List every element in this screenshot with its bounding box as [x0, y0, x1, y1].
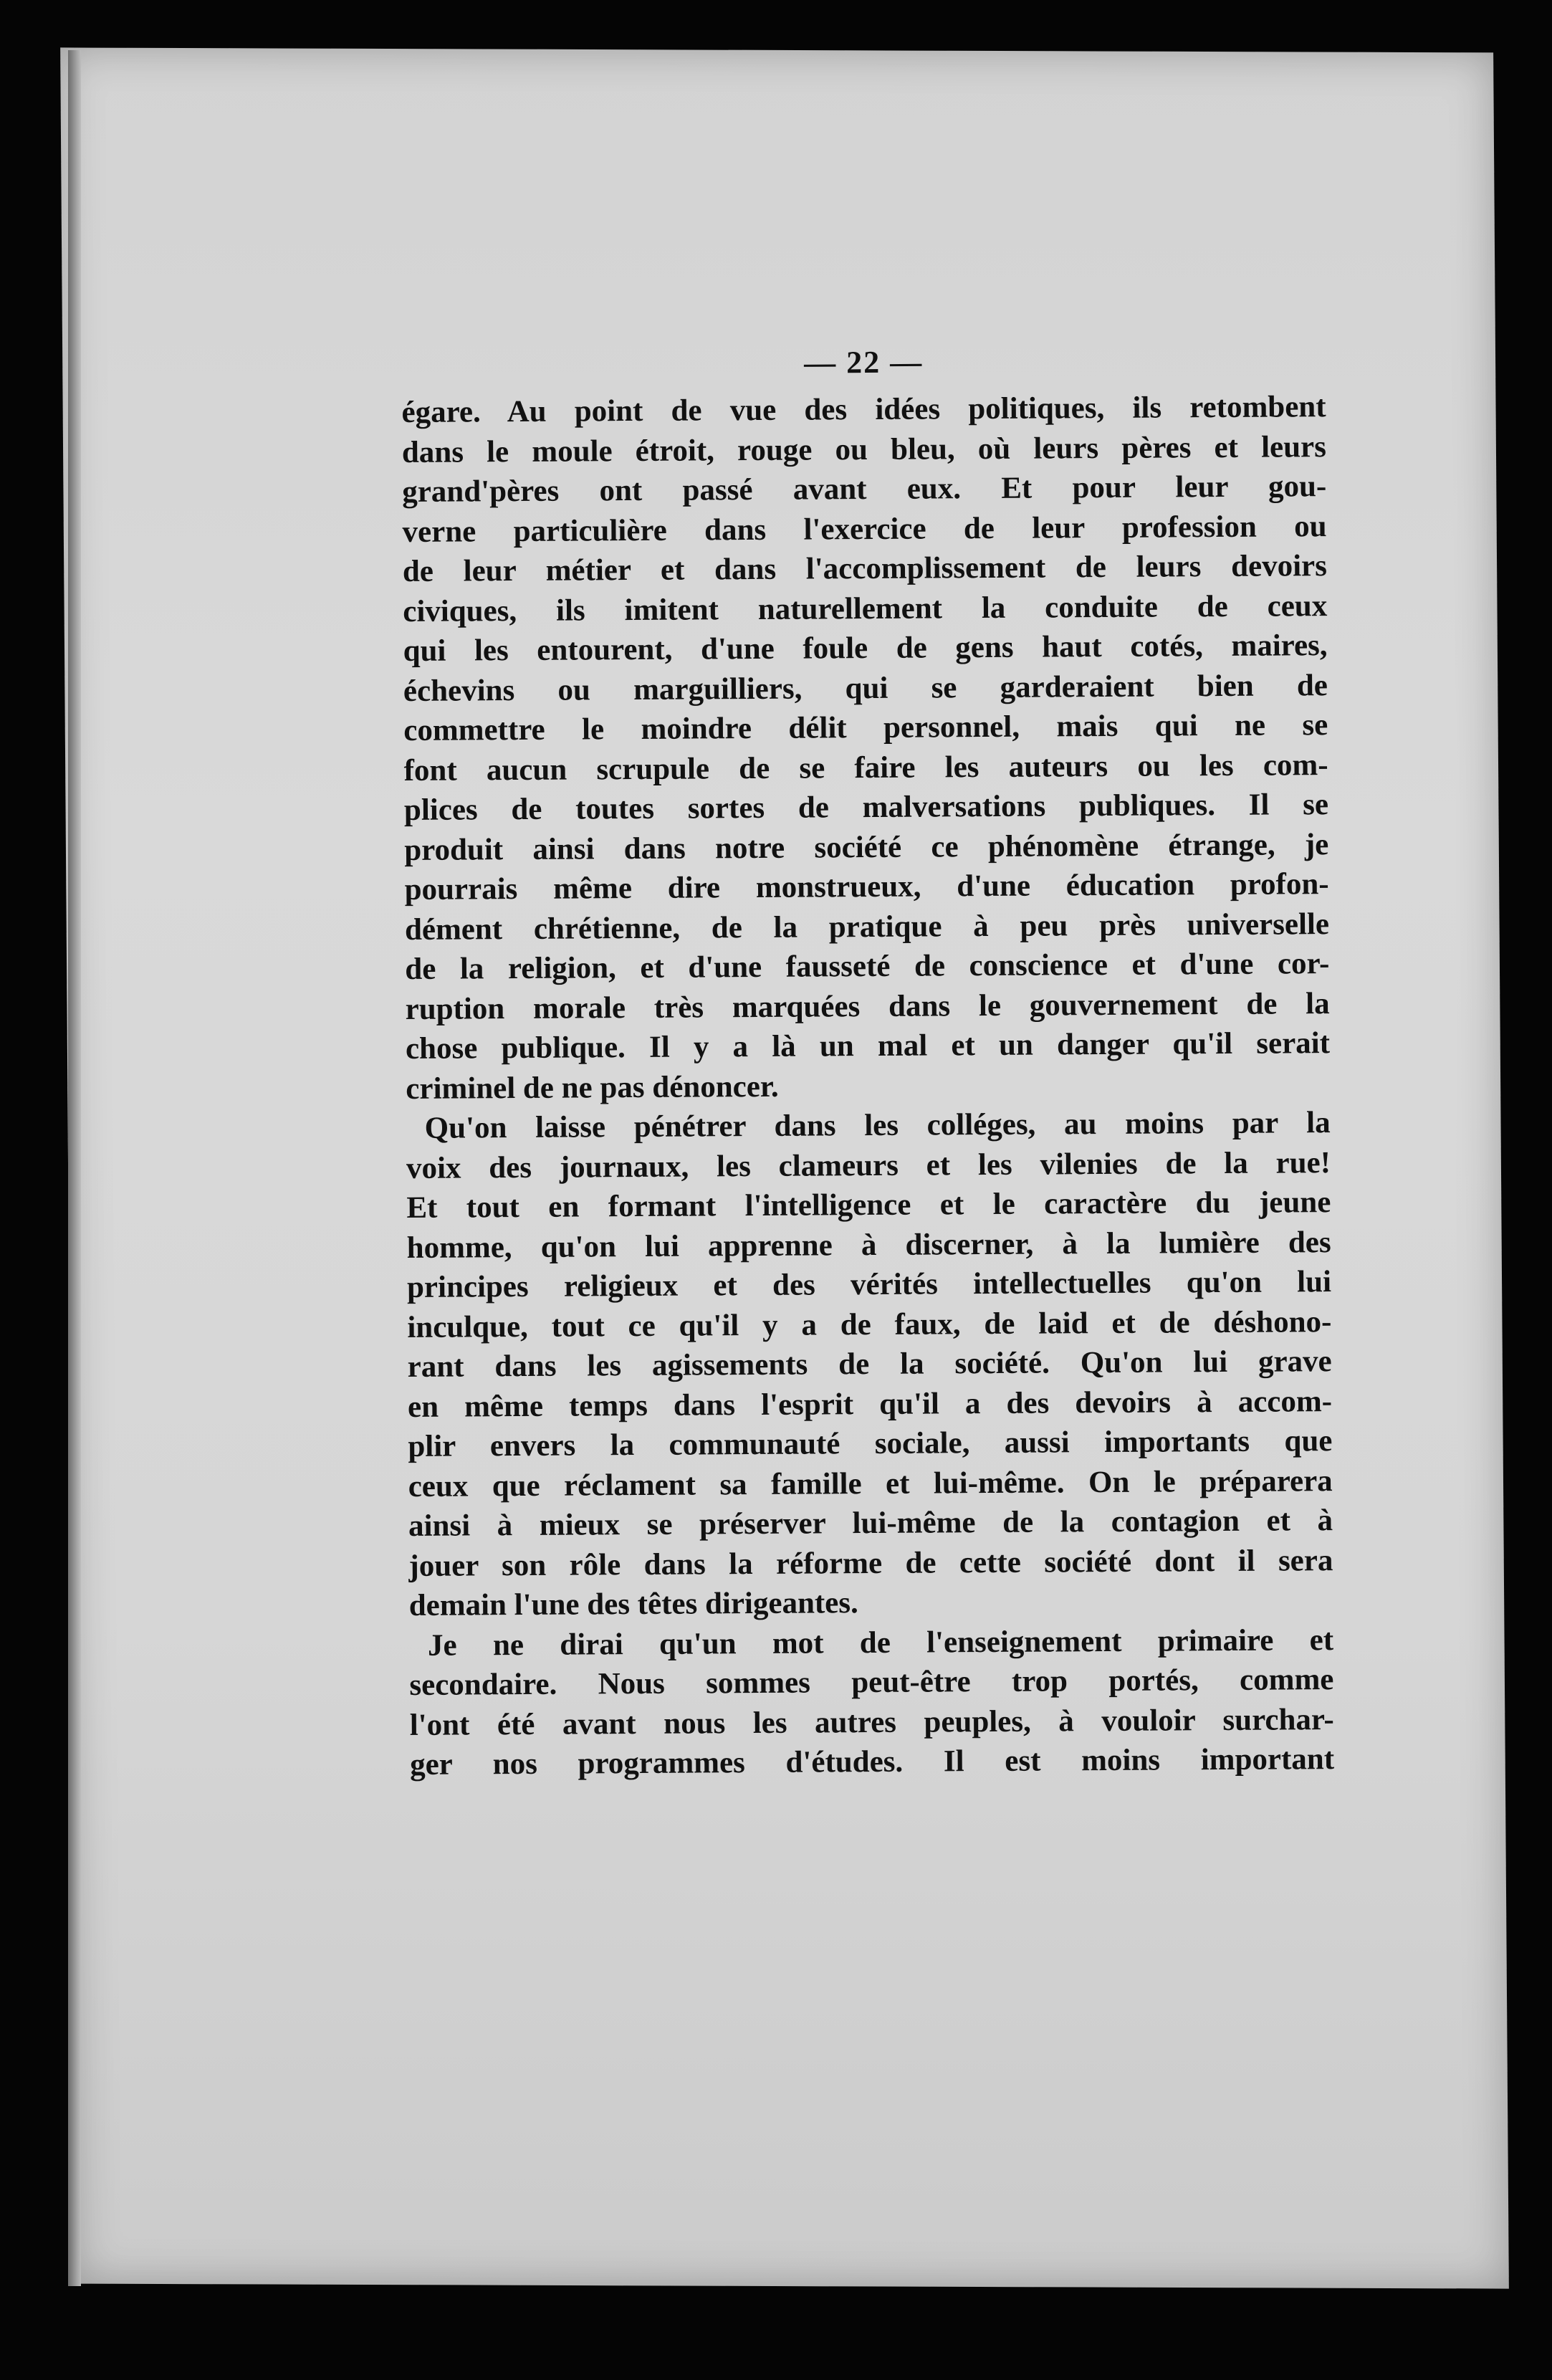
- text-line: principes religieux et des vérités intellectuelles qu'on lui: [406, 1265, 1332, 1304]
- text-line: commettre le moindre délit personnel, mais qui ne se: [403, 708, 1328, 747]
- text-line: grand'pères ont passé avant eux. Et pour leur gou-: [402, 469, 1327, 509]
- page-number: — 22 —: [804, 344, 924, 381]
- text-line: Qu'on laisse pénétrer dans les colléges, au moins par la: [424, 1106, 1331, 1145]
- text-line: qui les entourent, d'une foule de gens haut cotés, maires,: [403, 629, 1328, 668]
- text-line: verne particulière dans l'exercice de leur profession ou: [402, 509, 1327, 549]
- paragraph-2: [406, 1103, 1333, 1625]
- text-line: demain l'une des têtes dirigeantes.: [408, 1586, 858, 1622]
- page-text: [401, 338, 1334, 1784]
- text-line: ruption morale très marquées dans le gouvernement de la: [405, 986, 1330, 1026]
- text-line: produit ainsi dans notre société ce phénomène étrange, je: [404, 827, 1329, 867]
- text-line: de leur métier et dans l'accomplissement de leurs devoirs: [402, 549, 1328, 588]
- text-line: plir envers la communauté sociale, aussi importants que: [408, 1424, 1333, 1463]
- text-line: l'ont été avant nous les autres peuples, à vouloir surchar-: [409, 1702, 1334, 1742]
- text-line: criminel de ne pas dénoncer.: [406, 1069, 779, 1106]
- text-line: en même temps dans l'esprit qu'il a des devoirs à accom-: [407, 1384, 1333, 1424]
- text-line: échevins ou marguilliers, qui se garderaient bien de: [403, 668, 1328, 708]
- text-line: civiques, ils imitent naturellement la conduite de ceux: [403, 588, 1328, 629]
- text-line: plices de toutes sortes de malversations publiques. Il se: [403, 788, 1329, 827]
- text-line: de la religion, et d'une fausseté de conscience et d'une cor-: [405, 947, 1330, 986]
- text-line: jouer son rôle dans la réforme de cette société dont il sera: [408, 1543, 1333, 1583]
- text-line: ceux que réclament sa famille et lui-même. On le préparera: [408, 1463, 1333, 1504]
- text-line: égare. Au point de vue des idées politiques, ils retombent: [401, 390, 1326, 429]
- text-line: Je ne dirai qu'un mot de l'enseignement primaire et: [427, 1622, 1334, 1663]
- paragraph-3: [409, 1620, 1334, 1785]
- text-line: Et tout en formant l'intelligence et le caractère du jeune: [406, 1185, 1331, 1225]
- text-line: pourrais même dire monstrueux, d'une éducation profon-: [404, 867, 1329, 907]
- text-line: rant dans les agissements de la société. Qu'on lui grave: [407, 1344, 1332, 1384]
- text-line: font aucun scrupule de se faire les auteurs ou les com-: [403, 747, 1328, 788]
- paragraph-1: [401, 387, 1330, 1109]
- text-line: homme, qu'on lui apprenne à discerner, à la lumière des: [406, 1225, 1331, 1265]
- text-line: secondaire. Nous sommes peut-être trop portés, comme: [409, 1663, 1334, 1702]
- text-line: inculque, tout ce qu'il y a de faux, de laid et de déshono-: [407, 1304, 1332, 1344]
- text-line: dans le moule étroit, rouge ou bleu, où leurs pères et leurs: [401, 429, 1327, 469]
- text-line: dément chrétienne, de la pratique à peu près universelle: [404, 907, 1330, 947]
- text-line: voix des journaux, les clameurs et les vilenies de la rue!: [406, 1145, 1331, 1185]
- text-line: ainsi à mieux se préserver lui-même de la contagion et à: [408, 1504, 1333, 1543]
- page-edge: [68, 50, 81, 2286]
- text-line: chose publique. Il y a là un mal et un danger qu'il serait: [405, 1026, 1331, 1066]
- text-line: ger nos programmes d'études. Il est moins important: [409, 1742, 1335, 1782]
